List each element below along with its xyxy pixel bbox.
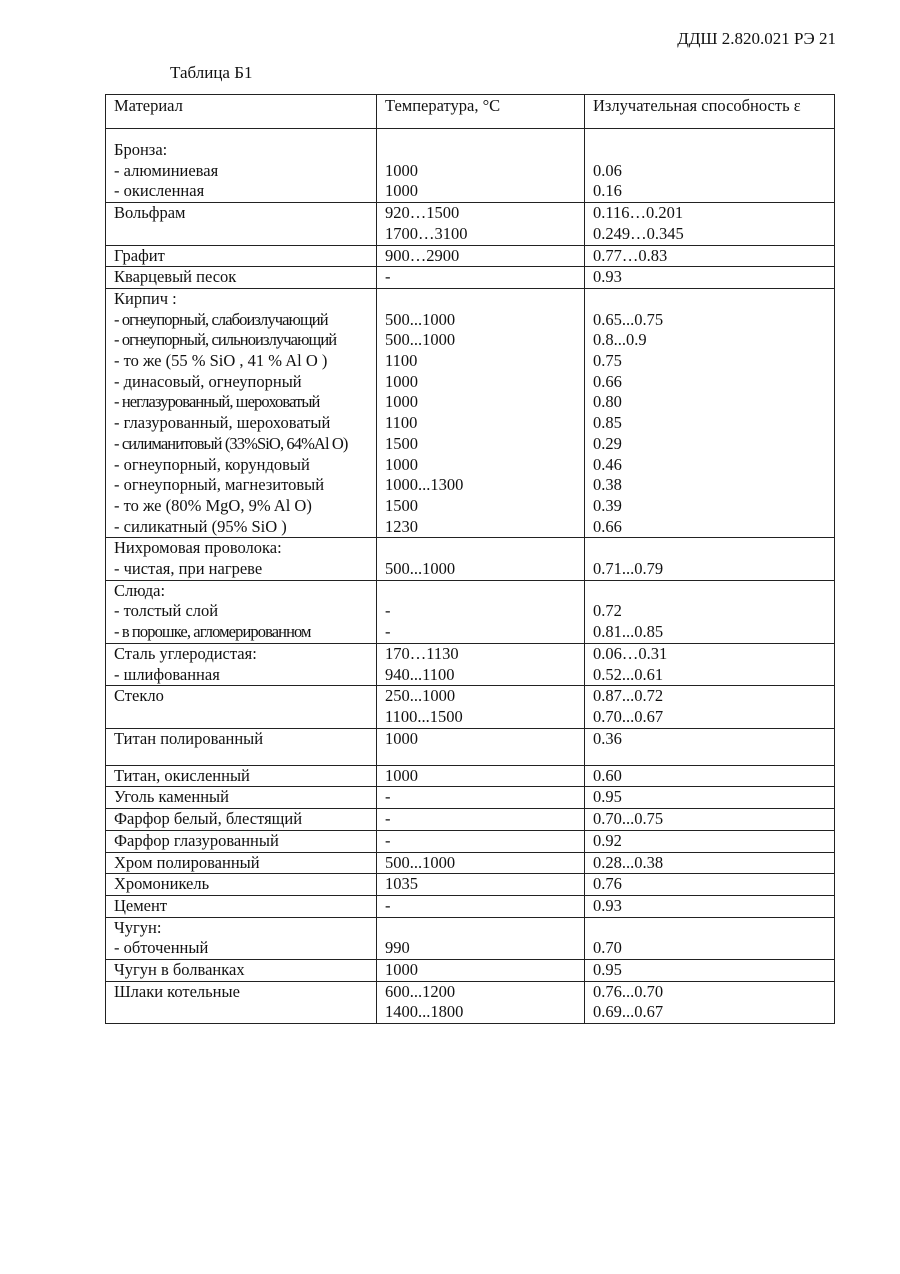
cell-temperature	[377, 203, 585, 245]
table-row	[106, 728, 835, 765]
cell-emissivity	[585, 895, 835, 917]
cell-line: - неглазурованный, шероховатый	[114, 392, 320, 412]
cell-line: Графит	[114, 245, 165, 265]
cell-line: 500...1000	[385, 559, 456, 579]
cell-line: 0.39	[593, 495, 622, 515]
table-row	[106, 129, 835, 203]
table-row	[106, 960, 835, 982]
cell-line: - огнеупорный, корундовый	[114, 454, 310, 474]
document-code: ДДШ 2.820.021 РЭ 21	[677, 29, 836, 48]
cell-line: 1500	[385, 495, 418, 515]
cell-material	[106, 538, 377, 580]
column-header-emissivity: Излучательная способность ε	[585, 95, 835, 129]
cell-line: Фарфор белый, блестящий	[114, 809, 303, 829]
cell-line: 920…1500	[385, 203, 460, 223]
cell-material	[106, 917, 377, 959]
cell-material	[106, 686, 377, 728]
cell-line: - в порошке, агломерированном	[114, 622, 311, 642]
cell-temperature	[377, 981, 585, 1023]
table-row	[106, 981, 835, 1023]
cell-line: 1100	[385, 351, 418, 371]
cell-line: Шлаки котельные	[114, 981, 240, 1001]
cell-line: 0.95	[593, 787, 622, 807]
table-row	[106, 787, 835, 809]
cell-material	[106, 874, 377, 896]
cell-temperature	[377, 895, 585, 917]
table-row	[106, 686, 835, 728]
cell-material	[106, 203, 377, 245]
cell-line: -	[385, 622, 391, 642]
cell-emissivity	[585, 267, 835, 289]
cell-line: -	[385, 809, 391, 829]
table-row	[106, 580, 835, 643]
cell-line: 0.52...0.61	[593, 664, 664, 684]
cell-line: 1100	[385, 413, 418, 433]
cell-temperature	[377, 580, 585, 643]
cell-line: - окисленная	[114, 181, 205, 201]
cell-line: 0.85	[593, 413, 622, 433]
cell-line: - динасовый, огнеупорный	[114, 371, 302, 391]
cell-temperature	[377, 960, 585, 982]
cell-material	[106, 852, 377, 874]
cell-material	[106, 129, 377, 203]
cell-line: 0.72	[593, 601, 622, 621]
cell-line: Хром полированный	[114, 852, 260, 872]
cell-temperature	[377, 874, 585, 896]
cell-line	[593, 140, 826, 161]
cell-emissivity	[585, 981, 835, 1023]
cell-line: 1700…3100	[385, 223, 468, 243]
cell-temperature	[377, 830, 585, 852]
cell-temperature	[377, 765, 585, 787]
cell-temperature	[377, 852, 585, 874]
cell-emissivity	[585, 852, 835, 874]
cell-line: 0.93	[593, 895, 622, 915]
cell-line: Стекло	[114, 686, 164, 706]
cell-line: -	[385, 830, 391, 850]
table-row	[106, 809, 835, 831]
cell-line: 250...1000	[385, 686, 456, 706]
cell-line	[385, 289, 576, 310]
cell-line: 990	[385, 938, 410, 958]
cell-line: 0.77…0.83	[593, 245, 668, 265]
cell-line: 1035	[385, 874, 418, 894]
cell-line: - толстый слой	[114, 601, 219, 621]
cell-line: 0.8...0.9	[593, 330, 647, 350]
cell-temperature	[377, 245, 585, 267]
cell-line: 0.95	[593, 960, 622, 980]
cell-line: Уголь каменный	[114, 787, 229, 807]
cell-temperature	[377, 809, 585, 831]
cell-line: - то же (80% MgO, 9% Al O)	[114, 495, 312, 515]
cell-line: 600...1200	[385, 981, 456, 1001]
cell-line: - огнеупорный, магнезитовый	[114, 475, 325, 495]
table-title: Таблица Б1	[170, 63, 253, 82]
cell-material	[106, 787, 377, 809]
cell-line: -	[385, 267, 391, 287]
cell-material	[106, 245, 377, 267]
table-row	[106, 203, 835, 245]
cell-line: 0.87...0.72	[593, 686, 664, 706]
cell-line: 1000...1300	[385, 475, 464, 495]
cell-emissivity	[585, 580, 835, 643]
cell-material	[106, 981, 377, 1023]
cell-line	[385, 538, 576, 559]
cell-line: - огнеупорный, слабоизлучающий	[114, 309, 328, 329]
cell-material	[106, 728, 377, 765]
cell-line: -	[385, 787, 391, 807]
cell-line: 500...1000	[385, 852, 456, 872]
cell-material	[106, 288, 377, 537]
cell-line	[385, 140, 576, 161]
cell-line	[593, 538, 826, 559]
cell-line: - огнеупорный, сильноизлучающий	[114, 330, 337, 350]
table-row	[106, 852, 835, 874]
table-row	[106, 830, 835, 852]
table-row	[106, 538, 835, 580]
cell-line: Бронза:	[114, 140, 168, 159]
cell-line: 1230	[385, 516, 418, 536]
cell-emissivity	[585, 245, 835, 267]
cell-line: - силикатный (95% SiO )	[114, 516, 287, 536]
table-row	[106, 643, 835, 685]
table-row	[106, 917, 835, 959]
table-row	[106, 245, 835, 267]
cell-line	[385, 918, 576, 939]
cell-line: Цемент	[114, 895, 168, 915]
cell-line: Нихромовая проволока:	[114, 538, 282, 558]
cell-line: Кварцевый песок	[114, 267, 237, 287]
cell-line: 0.93	[593, 267, 622, 287]
cell-line: Хромоникель	[114, 874, 210, 894]
cell-line: Кирпич :	[114, 288, 177, 308]
column-header-material: Материал	[106, 95, 377, 129]
cell-line: 1000	[385, 181, 418, 201]
cell-line: - силиманитовый (33%SiO, 64%Al O)	[114, 433, 348, 453]
cell-line: Фарфор глазурованный	[114, 830, 279, 850]
cell-line: 940...1100	[385, 664, 455, 684]
cell-emissivity	[585, 809, 835, 831]
table-row	[106, 765, 835, 787]
cell-temperature	[377, 267, 585, 289]
cell-line: 0.75	[593, 351, 622, 371]
cell-line: 500...1000	[385, 309, 456, 329]
cell-line: 0.66	[593, 516, 622, 536]
emissivity-table	[105, 94, 835, 1024]
cell-emissivity	[585, 288, 835, 537]
cell-material	[106, 267, 377, 289]
cell-line: 1000	[385, 960, 418, 980]
cell-line: 0.29	[593, 433, 622, 453]
cell-line: 0.116…0.201	[593, 203, 684, 223]
cell-material	[106, 895, 377, 917]
table-row	[106, 267, 835, 289]
cell-line: Чугун в болванках	[114, 960, 245, 980]
cell-line: 1000	[385, 454, 418, 474]
cell-line	[593, 918, 826, 939]
cell-line: 1000	[385, 160, 418, 180]
table-header-row	[106, 95, 835, 129]
cell-material	[106, 809, 377, 831]
cell-material	[106, 643, 377, 685]
cell-line: 0.46	[593, 454, 622, 474]
cell-line: - обточенный	[114, 938, 209, 958]
cell-line: 1000	[385, 392, 418, 412]
cell-line: 0.81...0.85	[593, 622, 664, 642]
cell-temperature	[377, 538, 585, 580]
cell-material	[106, 580, 377, 643]
cell-emissivity	[585, 830, 835, 852]
cell-line: Титан полированный	[114, 728, 264, 748]
cell-line: - чистая, при нагреве	[114, 559, 263, 579]
cell-emissivity	[585, 643, 835, 685]
cell-line: 0.36	[593, 728, 622, 748]
cell-emissivity	[585, 129, 835, 203]
cell-temperature	[377, 643, 585, 685]
cell-line: 1400...1800	[385, 1002, 464, 1022]
cell-line: 0.76...0.70	[593, 981, 664, 1001]
cell-material	[106, 960, 377, 982]
cell-temperature	[377, 787, 585, 809]
cell-line: - шлифованная	[114, 664, 220, 684]
cell-line: 170…1130	[385, 643, 459, 663]
cell-line: - то же (55 % SiO , 41 % Al O )	[114, 351, 328, 371]
cell-line: 0.16	[593, 181, 622, 201]
cell-emissivity	[585, 203, 835, 245]
cell-line: - алюминиевая	[114, 160, 219, 180]
cell-line: 0.28...0.38	[593, 852, 664, 872]
cell-line: - глазурованный, шероховатый	[114, 413, 331, 433]
cell-line: Вольфрам	[114, 203, 186, 223]
cell-emissivity	[585, 538, 835, 580]
cell-temperature	[377, 686, 585, 728]
cell-line: -	[385, 601, 391, 621]
cell-line: 0.69...0.67	[593, 1002, 664, 1022]
cell-temperature	[377, 288, 585, 537]
cell-emissivity	[585, 728, 835, 765]
cell-material	[106, 830, 377, 852]
cell-line: 0.66	[593, 371, 622, 391]
cell-line	[593, 289, 826, 310]
cell-line: Титан, окисленный	[114, 765, 250, 785]
cell-emissivity	[585, 917, 835, 959]
cell-line: 1000	[385, 728, 418, 748]
cell-line: 0.71...0.79	[593, 559, 664, 579]
cell-line	[385, 581, 576, 602]
cell-line: 0.65...0.75	[593, 309, 664, 329]
cell-emissivity	[585, 787, 835, 809]
table-row	[106, 874, 835, 896]
cell-line: Сталь углеродистая:	[114, 643, 257, 663]
cell-line: Чугун:	[114, 917, 162, 937]
cell-line: 0.06	[593, 160, 622, 180]
cell-line: 0.80	[593, 392, 622, 412]
table-row	[106, 288, 835, 537]
cell-line: 0.38	[593, 475, 622, 495]
cell-line: 0.70...0.75	[593, 809, 664, 829]
cell-line: 1100...1500	[385, 706, 463, 726]
cell-temperature	[377, 917, 585, 959]
cell-line: 0.76	[593, 874, 622, 894]
cell-line: 0.70	[593, 938, 622, 958]
cell-material	[106, 765, 377, 787]
cell-temperature	[377, 129, 585, 203]
cell-line	[593, 581, 826, 602]
cell-line: 0.249…0.345	[593, 223, 684, 243]
cell-line: 500...1000	[385, 330, 456, 350]
cell-line: -	[385, 895, 391, 915]
cell-line: 1000	[385, 371, 418, 391]
cell-line: 1000	[385, 765, 418, 785]
cell-emissivity	[585, 765, 835, 787]
column-header-temperature: Температура, °С	[377, 95, 585, 129]
cell-temperature	[377, 728, 585, 765]
cell-emissivity	[585, 960, 835, 982]
cell-line: Слюда:	[114, 580, 166, 600]
cell-line: 900…2900	[385, 245, 460, 265]
cell-emissivity	[585, 686, 835, 728]
cell-line: 0.06…0.31	[593, 643, 668, 663]
cell-line: 0.92	[593, 830, 622, 850]
table-body	[106, 129, 835, 1024]
cell-line: 0.70...0.67	[593, 706, 664, 726]
cell-emissivity	[585, 874, 835, 896]
cell-line: 1500	[385, 433, 418, 453]
cell-line: 0.60	[593, 765, 622, 785]
table-row	[106, 895, 835, 917]
